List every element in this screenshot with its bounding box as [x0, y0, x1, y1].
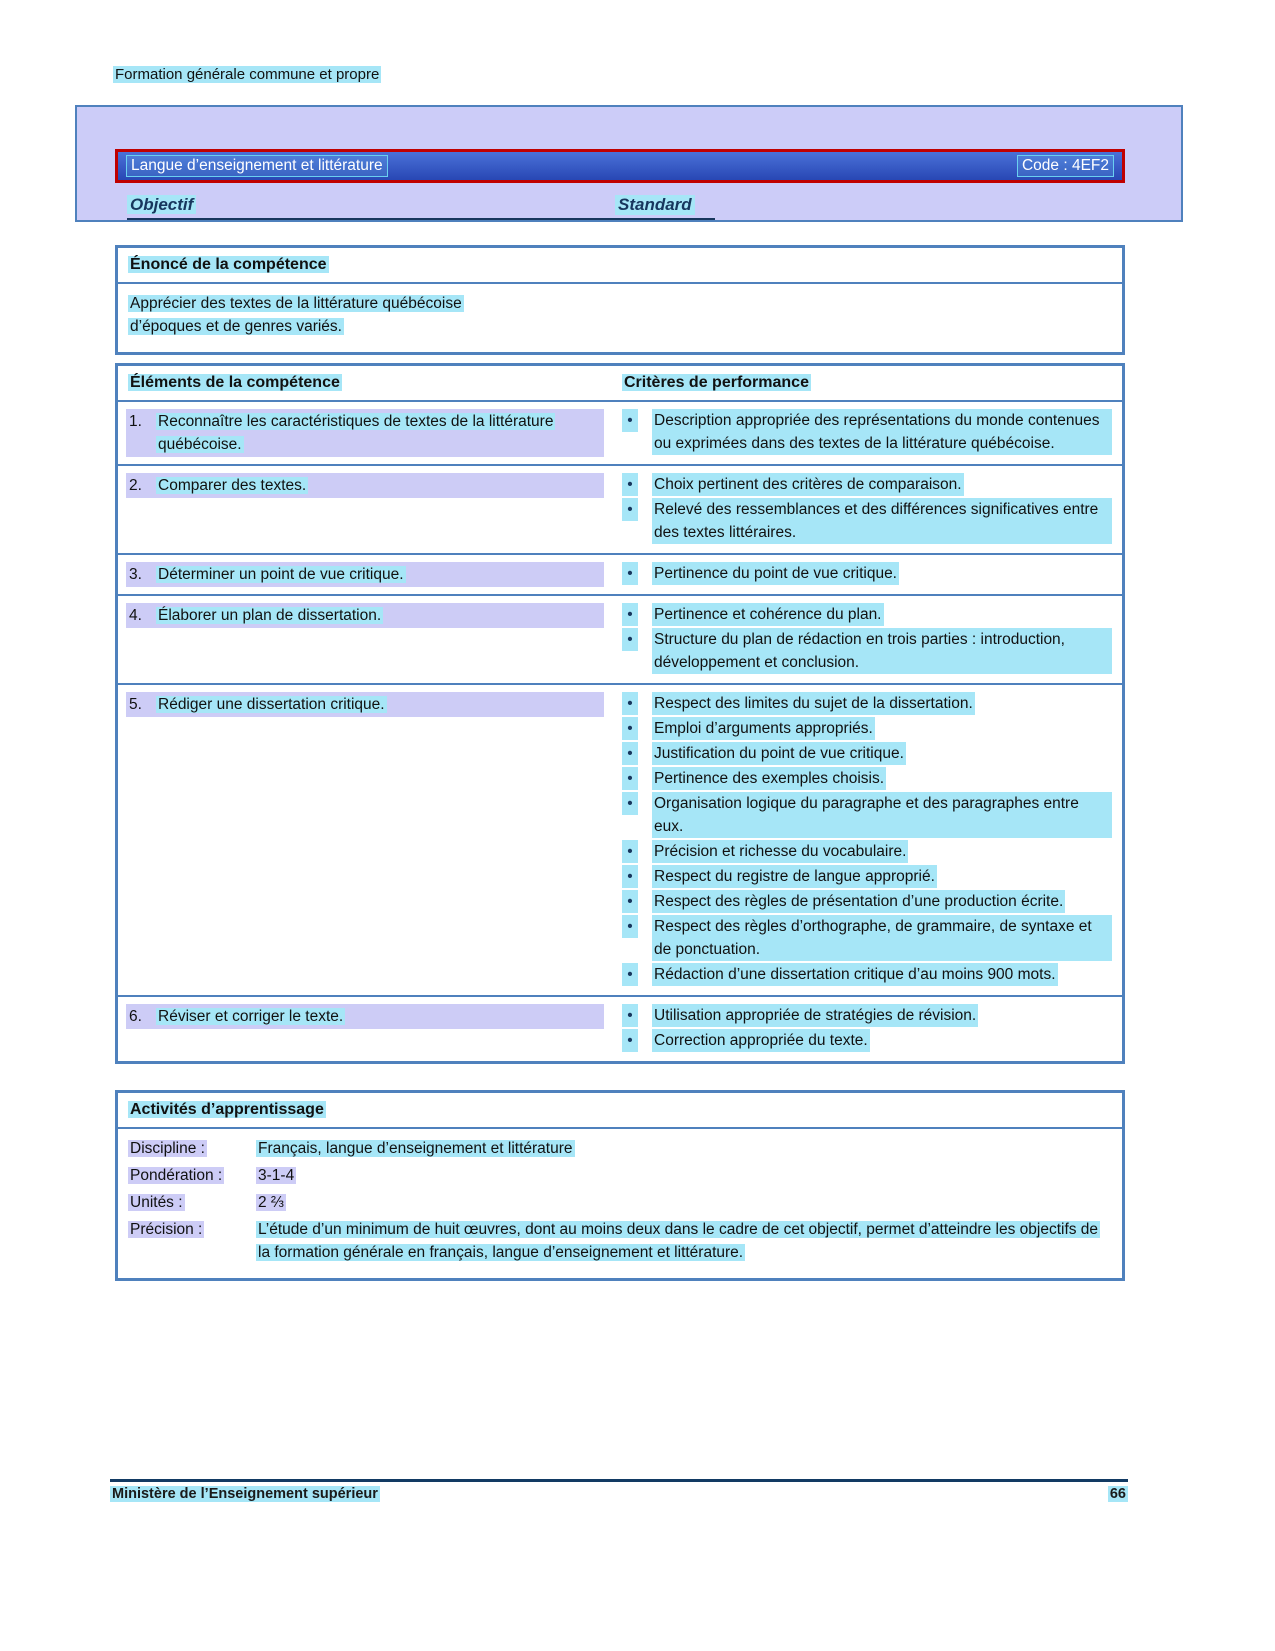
competence-table	[115, 363, 1125, 1064]
bullet-icon	[622, 915, 638, 938]
element-number: 4.	[129, 607, 142, 624]
criteria-cell	[612, 402, 1122, 464]
enonce-heading-row	[118, 248, 1122, 284]
top-label-text: Formation générale commune et propre	[115, 66, 380, 83]
course-title: Langue d’enseignement et littérature	[126, 155, 388, 177]
activity-row	[118, 1189, 1122, 1216]
criterion	[622, 1029, 1112, 1052]
criterion-text: Justification du point de vue critique.	[652, 742, 906, 765]
element-text: Réviser et corriger le texte.	[158, 1008, 344, 1025]
criterion	[622, 865, 1112, 888]
competence-table-header	[118, 366, 1122, 402]
element-number: 6.	[129, 1008, 142, 1025]
criteria-cell	[612, 596, 1122, 683]
element-cell	[118, 596, 612, 683]
table-row	[118, 555, 1122, 596]
element-text: Élaborer un plan de dissertation.	[158, 607, 382, 624]
activity-label: Unités :	[130, 1194, 183, 1211]
criterion	[622, 717, 1112, 740]
element-cell	[118, 997, 612, 1061]
bullet-icon	[622, 840, 638, 863]
criterion	[622, 562, 1112, 585]
bullet-icon	[622, 963, 638, 986]
criterion-text: Pertinence du point de vue critique.	[652, 562, 899, 585]
criterion-text: Description appropriée des représentations du monde contenues ou exprimées dans des textes de la littérature québécoise.	[652, 409, 1112, 455]
activity-label: Discipline :	[130, 1140, 205, 1157]
objectif-standard-row	[127, 195, 715, 220]
criterion-text: Précision et richesse du vocabulaire.	[652, 840, 908, 863]
criterion-text: Rédaction d’une dissertation critique d’au moins 900 mots.	[652, 963, 1058, 986]
standard-label: Standard	[615, 195, 695, 215]
elements-column-header-text: Éléments de la compétence	[130, 374, 340, 391]
page-number: 66	[1109, 1486, 1126, 1502]
activity-value: Français, langue d’enseignement et littérature	[258, 1140, 573, 1157]
bullet-icon	[622, 890, 638, 913]
page-footer	[110, 1479, 1128, 1502]
element-band	[126, 473, 604, 498]
bullet-icon	[622, 742, 638, 765]
criterion	[622, 890, 1112, 913]
criterion	[622, 1004, 1112, 1027]
criteria-cell	[612, 555, 1122, 594]
criteres-column-header-text: Critères de performance	[624, 374, 809, 391]
criterion-text: Structure du plan de rédaction en trois parties : introduction, développement et conclusion.	[652, 628, 1112, 674]
element-band	[126, 562, 604, 587]
course-code: Code : 4EF2	[1017, 155, 1114, 177]
table-row	[118, 402, 1122, 466]
bullet-icon	[622, 498, 638, 521]
element-text: Déterminer un point de vue critique.	[158, 566, 404, 583]
enonce-body	[118, 284, 1122, 352]
element-cell	[118, 685, 612, 995]
element-cell	[118, 466, 612, 553]
criterion-text: Respect des règles de présentation d’une production écrite.	[652, 890, 1065, 913]
criteria-cell	[612, 466, 1122, 553]
table-row	[118, 997, 1122, 1061]
element-text: Rédiger une dissertation critique.	[158, 696, 385, 713]
criterion	[622, 840, 1112, 863]
bullet-icon	[622, 717, 638, 740]
criterion-text: Respect des limites du sujet de la dissertation.	[652, 692, 975, 715]
criterion	[622, 915, 1112, 961]
criterion-text: Utilisation appropriée de stratégies de révision.	[652, 1004, 978, 1027]
element-number: 2.	[129, 477, 142, 494]
criteres-column-header	[612, 366, 1122, 400]
element-cell	[118, 402, 612, 464]
activity-value: L’étude d’un minimum de huit œuvres, dont au moins deux dans le cadre de cet objectif, permet d’atteindre les objectifs de la formation générale en français, langue d’enseignement et littérature.	[258, 1221, 1099, 1261]
criterion	[622, 409, 1112, 455]
bullet-icon	[622, 792, 638, 815]
criterion	[622, 498, 1112, 544]
bullet-icon	[622, 603, 638, 626]
element-number: 5.	[129, 696, 142, 713]
criterion	[622, 792, 1112, 838]
enonce-line-2: d’époques et de genres variés.	[130, 318, 342, 335]
bullet-icon	[622, 628, 638, 651]
criterion	[622, 742, 1112, 765]
activity-row	[118, 1216, 1122, 1266]
criterion-text: Choix pertinent des critères de comparaison.	[652, 473, 964, 496]
criterion	[622, 692, 1112, 715]
footer-text: Ministère de l’Enseignement supérieur	[112, 1486, 378, 1502]
criterion-text: Pertinence des exemples choisis.	[652, 767, 886, 790]
criteria-cell	[612, 997, 1122, 1061]
element-band	[126, 603, 604, 628]
criterion	[622, 473, 1112, 496]
activity-value: 3-1-4	[258, 1167, 295, 1184]
title-bar	[115, 149, 1125, 183]
objectif-label: Objectif	[127, 195, 196, 214]
activity-label: Précision :	[130, 1221, 203, 1238]
enonce-box	[115, 245, 1125, 355]
criterion-text: Respect du registre de langue approprié.	[652, 865, 937, 888]
activites-heading-row	[118, 1093, 1122, 1129]
table-row	[118, 596, 1122, 685]
criterion	[622, 963, 1112, 986]
bullet-icon	[622, 1004, 638, 1027]
bullet-icon	[622, 1029, 638, 1052]
enonce-heading: Énoncé de la compétence	[130, 256, 327, 273]
activites-body	[118, 1129, 1122, 1278]
element-number: 1.	[129, 413, 142, 430]
document-section-label	[113, 66, 381, 83]
enonce-line-1: Apprécier des textes de la littérature québécoise	[130, 295, 462, 312]
activity-label: Pondération :	[130, 1167, 223, 1184]
element-text: Comparer des textes.	[158, 477, 307, 494]
criterion	[622, 628, 1112, 674]
criterion-text: Emploi d’arguments appropriés.	[652, 717, 875, 740]
element-band	[126, 692, 604, 717]
bullet-icon	[622, 865, 638, 888]
criteria-cell	[612, 685, 1122, 995]
activites-heading: Activités d’apprentissage	[130, 1101, 324, 1118]
criterion-text: Correction appropriée du texte.	[652, 1029, 870, 1052]
bullet-icon	[622, 562, 638, 585]
element-band	[126, 1004, 604, 1029]
criterion	[622, 603, 1112, 626]
elements-column-header	[118, 366, 612, 400]
bullet-icon	[622, 473, 638, 496]
element-band	[126, 409, 604, 457]
activity-value: 2 ⅔	[258, 1194, 284, 1211]
criterion-text: Respect des règles d’orthographe, de grammaire, de syntaxe et de ponctuation.	[652, 915, 1112, 961]
criterion-text: Pertinence et cohérence du plan.	[652, 603, 884, 626]
bullet-icon	[622, 692, 638, 715]
activity-row	[118, 1162, 1122, 1189]
table-row	[118, 466, 1122, 555]
element-number: 3.	[129, 566, 142, 583]
criterion-text: Organisation logique du paragraphe et des paragraphes entre eux.	[652, 792, 1112, 838]
table-row	[118, 685, 1122, 997]
element-text: Reconnaître les caractéristiques de textes de la littérature québécoise.	[158, 413, 554, 453]
element-cell	[118, 555, 612, 594]
bullet-icon	[622, 767, 638, 790]
activity-row	[118, 1135, 1122, 1162]
criterion	[622, 767, 1112, 790]
bullet-icon	[622, 409, 638, 432]
activites-box	[115, 1090, 1125, 1281]
header-block	[75, 105, 1183, 222]
criterion-text: Relevé des ressemblances et des différences significatives entre des textes littéraires.	[652, 498, 1112, 544]
